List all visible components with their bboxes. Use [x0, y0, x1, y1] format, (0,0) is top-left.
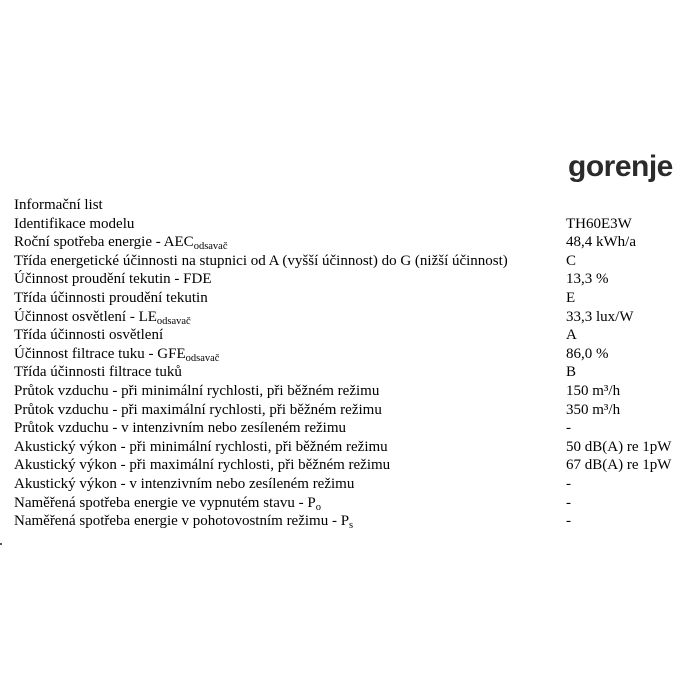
row-value: TH60E3W — [566, 215, 632, 232]
sheet-rows — [14, 215, 694, 531]
sheet-row — [14, 456, 694, 475]
sheet-row — [14, 363, 694, 382]
row-label — [14, 289, 208, 307]
row-label-text: Akustický výkon - v intenzivním nebo zesíleném režimu — [14, 475, 355, 492]
row-label — [14, 438, 388, 456]
row-label-text: Průtok vzduchu - v intenzivním nebo zesíleném režimu — [14, 420, 346, 437]
sheet-row — [14, 438, 694, 457]
row-value: - — [566, 475, 571, 492]
row-label-subscript: o — [315, 501, 321, 513]
row-value: 350 m³/h — [566, 401, 621, 418]
row-label — [14, 215, 134, 233]
sheet-row — [14, 419, 694, 438]
row-label-text: Akustický výkon - při minimální rychlosti, při běžném režimu — [14, 438, 388, 455]
sheet-title: Informační list — [14, 197, 103, 213]
sheet-row — [14, 382, 694, 401]
row-label — [14, 419, 346, 437]
row-label-text: Akustický výkon - při maximální rychlosti, při běžném režimu — [14, 457, 391, 474]
sheet-row — [14, 308, 694, 327]
row-label-text: Třída energetické účinnosti na stupnici od A (vyšší účinnost) do G (nižší účinnost) — [14, 252, 508, 269]
row-value: 67 dB(A) re 1pW — [566, 457, 672, 474]
product-information-sheet — [14, 196, 694, 531]
sheet-title-row — [14, 196, 694, 215]
row-label — [14, 401, 382, 419]
row-label-text: Naměřená spotřeba energie v pohotovostním režimu - P — [14, 513, 350, 530]
row-label-text: Účinnost filtrace tuku - GFE — [14, 345, 186, 362]
row-value: 13,3 % — [566, 271, 609, 288]
sheet-row — [14, 270, 694, 289]
row-label — [14, 382, 379, 400]
row-label-text: Identifikace modelu — [14, 215, 135, 232]
row-value: 33,3 lux/W — [566, 308, 634, 325]
row-label-text: Průtok vzduchu - při minimální rychlosti, při běžném režimu — [14, 382, 380, 399]
row-label-subscript: odsavač — [156, 315, 191, 327]
row-label — [14, 363, 182, 381]
row-value: 48,4 kWh/a — [566, 234, 636, 251]
row-label-subscript: odsavač — [185, 352, 220, 364]
stray-dot — [0, 543, 2, 545]
sheet-row — [14, 233, 694, 252]
sheet-row — [14, 401, 694, 420]
sheet-row — [14, 512, 694, 531]
row-label — [14, 252, 508, 270]
row-value: - — [566, 513, 571, 530]
row-label — [14, 326, 163, 344]
row-label-text: Naměřená spotřeba energie ve vypnutém stavu - P — [14, 494, 316, 511]
row-value: - — [566, 420, 571, 437]
sheet-row — [14, 289, 694, 308]
row-label-text: Roční spotřeba energie - AEC — [14, 234, 194, 251]
row-value: C — [566, 252, 577, 269]
sheet-row — [14, 252, 694, 271]
gorenje-logo: gorenje — [568, 150, 673, 183]
sheet-row — [14, 215, 694, 234]
row-label-text: Třída účinnosti osvětlení — [14, 327, 164, 344]
row-value: 50 dB(A) re 1pW — [566, 438, 672, 455]
row-label-subscript: s — [349, 520, 354, 532]
row-label-text: Třída účinnosti proudění tekutin — [14, 289, 208, 306]
row-label — [14, 456, 390, 474]
row-label-text: Účinnost proudění tekutin - FDE — [14, 271, 212, 288]
row-label — [14, 512, 353, 535]
row-label-text: Třída účinnosti filtrace tuků — [14, 364, 182, 381]
row-label — [14, 270, 211, 288]
row-value: B — [566, 364, 577, 381]
row-value: 86,0 % — [566, 345, 609, 362]
row-label-text: Účinnost osvětlení - LE — [14, 308, 157, 325]
sheet-row — [14, 345, 694, 364]
sheet-row — [14, 494, 694, 513]
sheet-row — [14, 475, 694, 494]
row-label-text: Průtok vzduchu - při maximální rychlosti, při běžném režimu — [14, 401, 382, 418]
row-value: A — [566, 327, 577, 344]
row-label — [14, 475, 354, 493]
row-label-subscript: odsavač — [193, 241, 228, 253]
sheet-row — [14, 326, 694, 345]
row-value: - — [566, 494, 571, 511]
row-value: E — [566, 289, 576, 306]
row-value: 150 m³/h — [566, 382, 621, 399]
